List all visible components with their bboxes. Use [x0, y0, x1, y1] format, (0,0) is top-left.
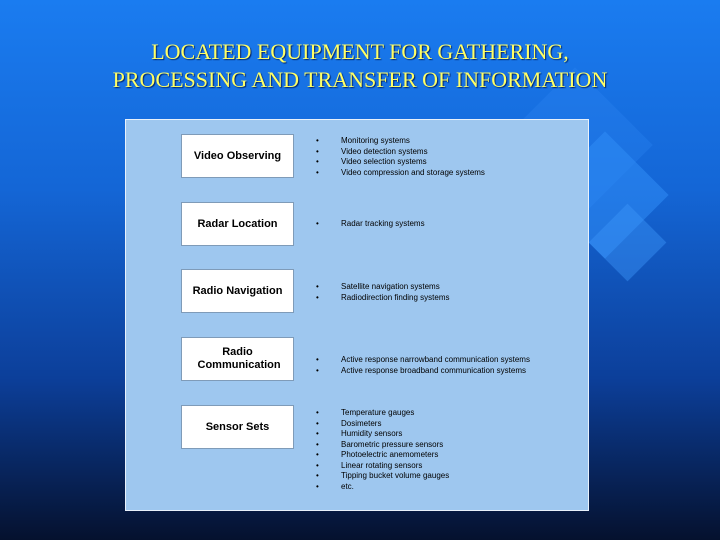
- category-label: Radar Location: [197, 217, 278, 230]
- list-item: • Video detection systems: [316, 147, 485, 158]
- category-list-radar-location: [316, 219, 425, 230]
- list-item: • Active response narrowband communication systems: [316, 355, 530, 366]
- category-label: Sensor Sets: [205, 420, 270, 433]
- equipment-diagram-panel: [125, 119, 589, 511]
- list-item: • Video compression and storage systems: [316, 168, 485, 179]
- slide-title-line-1: LOCATED EQUIPMENT FOR GATHERING,: [151, 39, 569, 64]
- list-item: • etc.: [316, 482, 449, 493]
- category-box-radio-navigation: [181, 269, 294, 313]
- list-item: • Active response broadband communication systems: [316, 366, 530, 377]
- list-item: • Satellite navigation systems: [316, 282, 450, 293]
- category-label: Video Observing: [193, 149, 282, 162]
- category-list-video-observing: [316, 136, 485, 178]
- list-item: • Dosimeters: [316, 419, 449, 430]
- category-box-radio-communication: [181, 337, 294, 381]
- category-label: Radio Navigation: [192, 284, 283, 297]
- category-box-sensor-sets: [181, 405, 294, 449]
- category-list-radio-communication: [316, 355, 530, 376]
- category-label: Radio Communication: [197, 346, 281, 371]
- category-box-video-observing: [181, 134, 294, 178]
- list-item: • Humidity sensors: [316, 429, 449, 440]
- list-item: • Radar tracking systems: [316, 219, 425, 230]
- list-item: • Video selection systems: [316, 157, 485, 168]
- list-item: • Linear rotating sensors: [316, 461, 449, 472]
- slide-title: [0, 38, 720, 94]
- category-list-sensor-sets: [316, 408, 449, 492]
- list-item: • Temperature gauges: [316, 408, 449, 419]
- list-item: • Photoelectric anemometers: [316, 450, 449, 461]
- category-list-radio-navigation: [316, 282, 450, 303]
- list-item: • Monitoring systems: [316, 136, 485, 147]
- list-item: • Tipping bucket volume gauges: [316, 471, 449, 482]
- slide-title-line-2: PROCESSING AND TRANSFER OF INFORMATION: [112, 67, 608, 92]
- list-item: • Barometric pressure sensors: [316, 440, 449, 451]
- category-box-radar-location: [181, 202, 294, 246]
- list-item: • Radiodirection finding systems: [316, 293, 450, 304]
